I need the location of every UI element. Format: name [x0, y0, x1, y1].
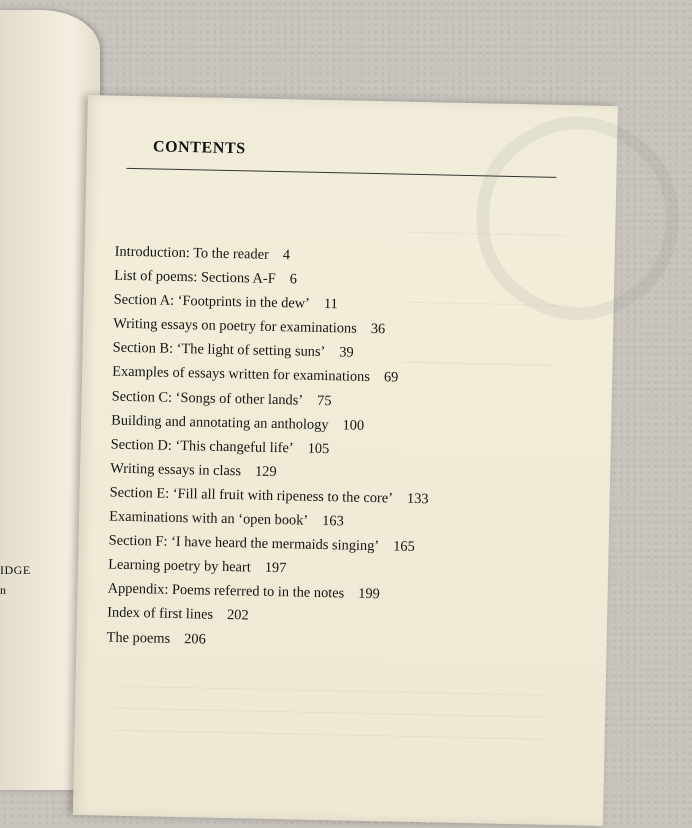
title-rule	[126, 168, 556, 178]
entry-title: List of poems: Sections A-F	[114, 267, 276, 288]
entry-page-number: 199	[358, 586, 380, 603]
entry-page-number: 36	[370, 321, 386, 338]
entry-page-number: 6	[289, 271, 298, 288]
entry-page-number: 100	[342, 417, 365, 434]
entry-page-number: 69	[383, 369, 399, 387]
entry-title: Section E: ‘Fill all fruit with ripeness to the core’	[109, 484, 394, 507]
show-through-line	[115, 708, 545, 718]
entry-page-number: 4	[282, 247, 291, 264]
show-through-shape: ◯	[463, 90, 692, 317]
show-through-line	[405, 232, 565, 236]
entry-title: Writing essays in class	[110, 460, 242, 480]
entry-title: Examples of essays written for examinations	[112, 364, 371, 386]
entry-page-number: 105	[307, 440, 330, 457]
entry-page-number: 163	[321, 513, 344, 530]
entry-page-number: 206	[184, 630, 206, 648]
entry-title: The poems	[106, 629, 171, 647]
entry-title: Introduction: To the reader	[114, 243, 270, 263]
entry-title: Section B: ‘The light of setting suns’	[112, 339, 326, 361]
previous-page-text-fragment: n	[0, 583, 7, 597]
entry-title: Examinations with an ‘open book’	[109, 508, 309, 529]
entry-page-number: 202	[226, 607, 249, 624]
entry-page-number: 133	[406, 490, 429, 508]
entry-title: Section A: ‘Footprints in the dew’	[113, 291, 311, 312]
page-title: CONTENTS	[152, 138, 246, 158]
entry-page-number: 129	[254, 463, 277, 480]
entry-title: Section C: ‘Songs of other lands’	[111, 388, 304, 409]
entry-title: Index of first lines	[106, 604, 214, 624]
entry-page-number: 39	[339, 344, 354, 361]
entry-title: Learning poetry by heart	[107, 556, 251, 576]
entry-title: Building and annotating an anthology	[111, 412, 329, 433]
previous-page-text-fragment: IDGE	[0, 563, 31, 577]
entry-title: Writing essays on poetry for examinations	[113, 315, 357, 337]
entry-page-number: 197	[264, 560, 287, 577]
contents-page	[73, 90, 692, 826]
show-through-line	[115, 730, 545, 740]
entry-title: Section D: ‘This changeful life’	[110, 436, 294, 457]
entry-page-number: 75	[316, 392, 332, 409]
entry-page-number: 165	[393, 538, 415, 556]
entry-title: Appendix: Poems referred to in the notes	[107, 580, 345, 602]
contents-list	[106, 240, 433, 656]
entry-page-number: 11	[323, 296, 338, 313]
entry-title: Section F: ‘I have heard the mermaids singing’	[108, 532, 380, 555]
show-through-line	[116, 686, 546, 696]
